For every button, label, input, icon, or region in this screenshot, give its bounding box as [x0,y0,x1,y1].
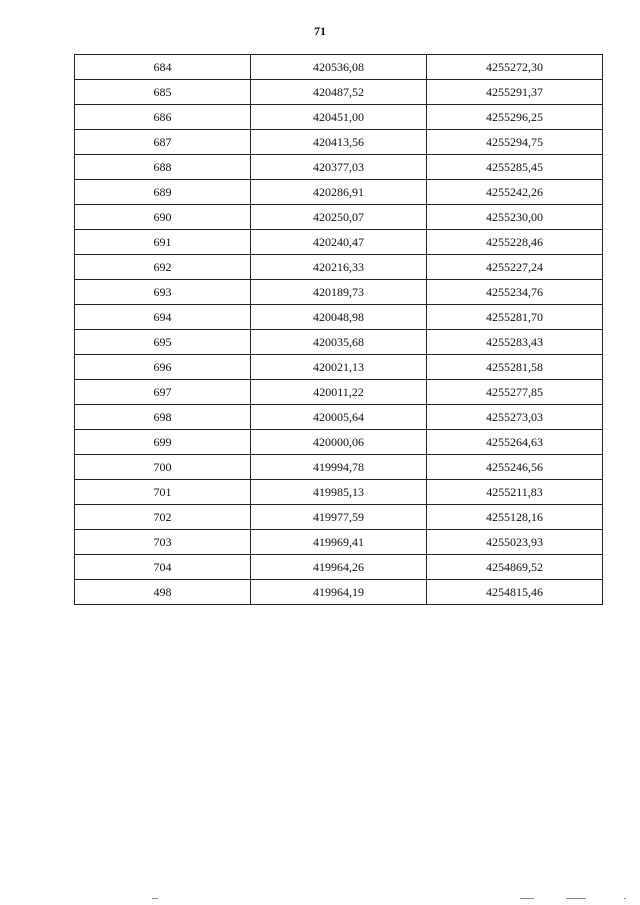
point-number-cell: 498 [75,580,251,605]
x-coordinate-cell: 420240,47 [251,230,427,255]
y-coordinate-cell: 4255128,16 [427,505,603,530]
point-number-cell: 691 [75,230,251,255]
point-number-cell: 704 [75,555,251,580]
table-row [75,305,603,330]
x-coordinate-cell: 419964,26 [251,555,427,580]
scan-footer-marks [0,896,640,902]
table-row [75,355,603,380]
point-number-cell: 688 [75,155,251,180]
point-number-cell: 699 [75,430,251,455]
y-coordinate-cell: 4255272,30 [427,55,603,80]
table-row [75,380,603,405]
x-coordinate-cell: 420035,68 [251,330,427,355]
point-number-cell: 686 [75,105,251,130]
x-coordinate-cell: 419994,78 [251,455,427,480]
table-row [75,130,603,155]
table-row [75,555,603,580]
y-coordinate-cell: 4255291,37 [427,80,603,105]
table-row [75,55,603,80]
y-coordinate-cell: 4255277,85 [427,380,603,405]
x-coordinate-cell: 420487,52 [251,80,427,105]
point-number-cell: 684 [75,55,251,80]
table-row [75,280,603,305]
point-number-cell: 692 [75,255,251,280]
point-number-cell: 693 [75,280,251,305]
y-coordinate-cell: 4255283,43 [427,330,603,355]
table-row [75,455,603,480]
y-coordinate-cell: 4255234,76 [427,280,603,305]
point-number-cell: 697 [75,380,251,405]
table-row [75,155,603,180]
point-number-cell: 687 [75,130,251,155]
table-row [75,530,603,555]
y-coordinate-cell: 4255281,70 [427,305,603,330]
x-coordinate-cell: 420413,56 [251,130,427,155]
point-number-cell: 696 [75,355,251,380]
point-number-cell: 701 [75,480,251,505]
point-number-cell: 685 [75,80,251,105]
point-number-cell: 689 [75,180,251,205]
x-coordinate-cell: 420451,00 [251,105,427,130]
y-coordinate-cell: 4255211,83 [427,480,603,505]
y-coordinate-cell: 4255230,00 [427,205,603,230]
point-number-cell: 702 [75,505,251,530]
point-number-cell: 695 [75,330,251,355]
table-row [75,405,603,430]
table-row [75,330,603,355]
y-coordinate-cell: 4255228,46 [427,230,603,255]
x-coordinate-cell: 420250,07 [251,205,427,230]
point-number-cell: 698 [75,405,251,430]
x-coordinate-cell: 419964,19 [251,580,427,605]
x-coordinate-cell: 420216,33 [251,255,427,280]
coordinates-table [74,54,603,605]
x-coordinate-cell: 420189,73 [251,280,427,305]
y-coordinate-cell: 4255246,56 [427,455,603,480]
table-row [75,205,603,230]
coordinates-table-body [75,55,603,605]
point-number-cell: 703 [75,530,251,555]
y-coordinate-cell: 4255023,93 [427,530,603,555]
y-coordinate-cell: 4255227,24 [427,255,603,280]
x-coordinate-cell: 420011,22 [251,380,427,405]
x-coordinate-cell: 419985,13 [251,480,427,505]
table-row [75,580,603,605]
y-coordinate-cell: 4255242,26 [427,180,603,205]
y-coordinate-cell: 4254815,46 [427,580,603,605]
table-row [75,105,603,130]
table-row [75,80,603,105]
point-number-cell: 694 [75,305,251,330]
point-number-cell: 690 [75,205,251,230]
x-coordinate-cell: 420536,08 [251,55,427,80]
y-coordinate-cell: 4255296,25 [427,105,603,130]
table-row [75,255,603,280]
x-coordinate-cell: 419977,59 [251,505,427,530]
y-coordinate-cell: 4255264,63 [427,430,603,455]
x-coordinate-cell: 420048,98 [251,305,427,330]
x-coordinate-cell: 420000,06 [251,430,427,455]
table-row [75,180,603,205]
y-coordinate-cell: 4255294,75 [427,130,603,155]
point-number-cell: 700 [75,455,251,480]
x-coordinate-cell: 420377,03 [251,155,427,180]
x-coordinate-cell: 419969,41 [251,530,427,555]
table-row [75,480,603,505]
page-number: 71 [314,24,326,38]
table-row [75,505,603,530]
y-coordinate-cell: 4255273,03 [427,405,603,430]
y-coordinate-cell: 4255285,45 [427,155,603,180]
x-coordinate-cell: 420286,91 [251,180,427,205]
y-coordinate-cell: 4255281,58 [427,355,603,380]
x-coordinate-cell: 420021,13 [251,355,427,380]
table-row [75,230,603,255]
table-row [75,430,603,455]
x-coordinate-cell: 420005,64 [251,405,427,430]
y-coordinate-cell: 4254869,52 [427,555,603,580]
